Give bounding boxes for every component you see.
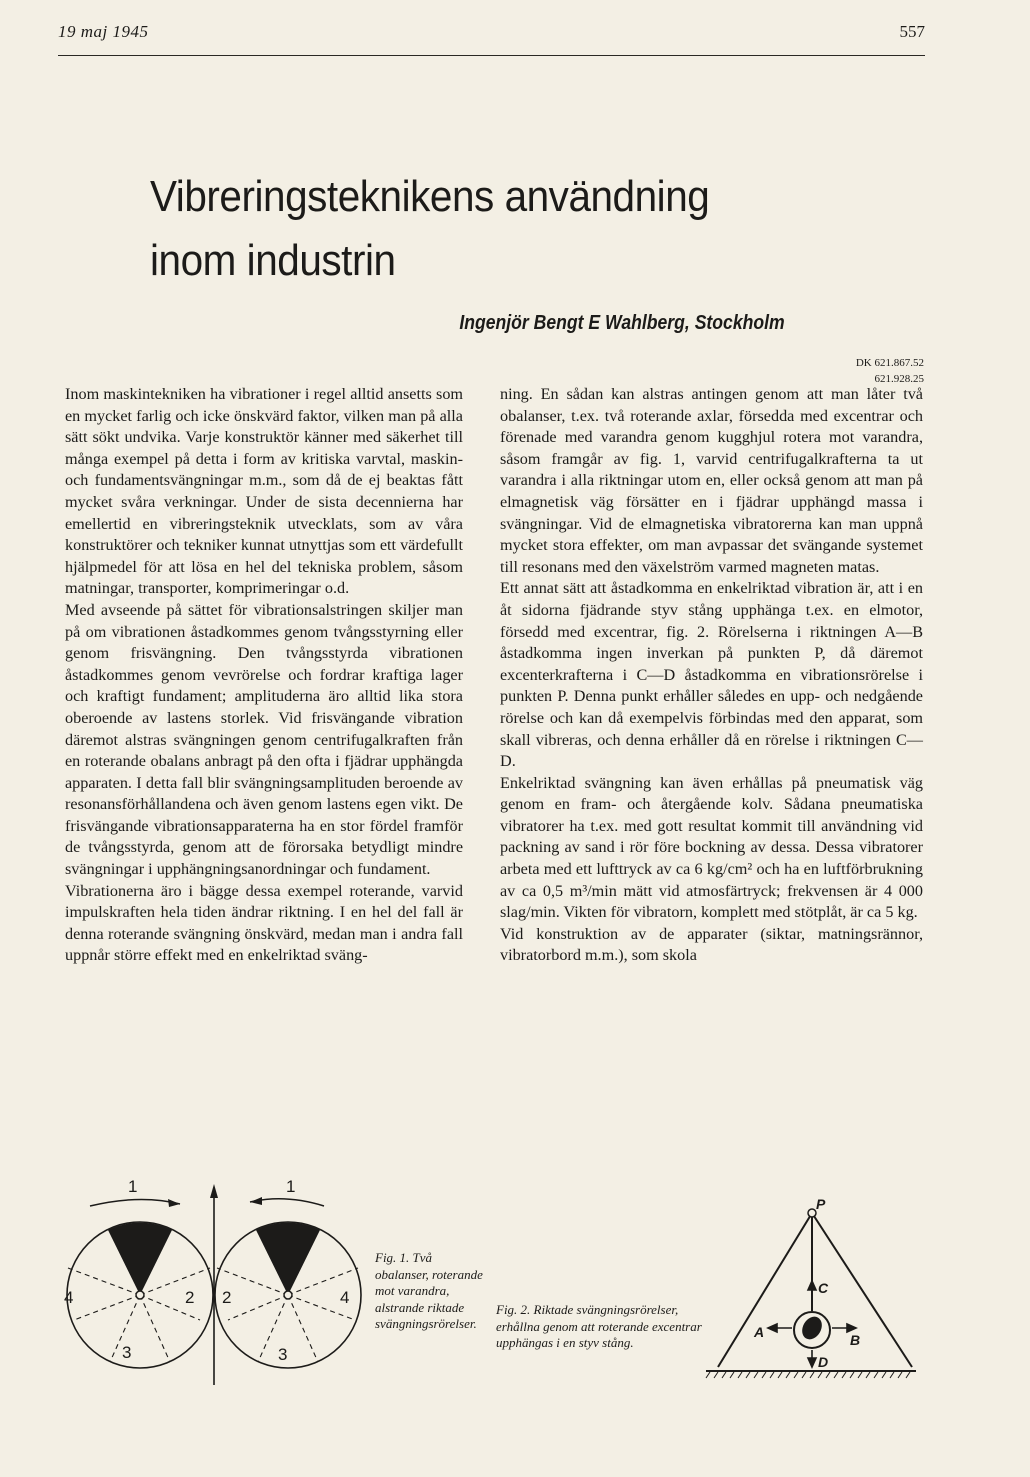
right-unbalance-sector [256, 1223, 320, 1295]
arrow-a-head [768, 1324, 777, 1332]
label-1-left: 1 [128, 1177, 138, 1196]
label-c: C [818, 1280, 829, 1296]
left-column [65, 384, 463, 967]
pivot-point-p [808, 1209, 816, 1217]
arrow-b-head [847, 1324, 856, 1332]
right-hub [284, 1291, 292, 1299]
paragraph: Med avseende på sättet för vibrationsalstringen skiljer man på om vibrationen åstadkommes genom tvångsstyrning eller genom frisvängning. Den tvångsstyrda vibrationen åstadkommes genom vevrörelse och fordrar kraftiga lager och kraftigt fundament; amplituderna äro alltid lika stora oberoende av lastens storlek. Vid frisvängande vibration däremot alstras svängningen genom centrifugalkraften från en roterande obalans anbragt på den ofta i fjädrar upphängda apparaten. I detta fall blir svängningsamplituden beroende av resonansförhållandena och även genom lastens egen vikt. De frisvängande vibrationsapparaterna ha en stor fördel framför de tvångsstyrda, genom att de förorsaka betydligt mindre svängningar i upphängningsanordningar och fundament. [65, 600, 463, 879]
label-d: D [818, 1354, 829, 1370]
issue-date: 19 maj 1945 [58, 22, 149, 41]
dk-line-2: 621.928.25 [874, 373, 924, 385]
paragraph: Enkelriktad svängning kan även erhållas på pneumatisk väg genom en fram- och återgående kolv. Sådana pneumatiska vibratorer ha t.ex. med gott resultat kommit till användning vid packning av sand i rör före bockning av dessa. Dessa vibratorer arbeta med ett lufttryck av ca 6 kg/cm² och ha en luftförbrukning av ca 0,5 m³/min mätt vid atmosfärtryck; frekvensen är 4 000 slag/min. Vikten för vibratorn, komplett med stötplåt, är ca 5 kg. [500, 773, 923, 922]
right-column [500, 384, 923, 967]
label-4-right: 4 [340, 1288, 350, 1307]
paragraph: ning. En sådan kan alstras antingen genom att man låter två obalanser, t.ex. två roterande axlar, försedda med excentrar och förenade med varandra genom kugghjul rotera mot varandra, såsom framgår av fig. 1, varvid centrifugalkrafterna ta ut varandra i alla riktningar utom en, eller också genom att man på elmagnetisk väg försätter en i fjädrar upphängd massa i svängningar. Vid de elmagnetiska vibratorerna kan man uppnå mycket stora effekter, om man avpassar det svängande systemet till resonans med den växelström varmed magneten matas. [500, 385, 923, 576]
figure-1-diagram [50, 1170, 380, 1390]
label-3-right: 3 [278, 1345, 288, 1364]
vertical-arrow-head [210, 1184, 218, 1198]
label-1-right: 1 [286, 1177, 296, 1196]
left-unbalance-sector [108, 1223, 172, 1295]
eccentric-mass [798, 1313, 826, 1343]
paragraph: Vibrationerna äro i bägge dessa exempel roterande, varvid impulskraften hela tiden ändrar riktning. I en hel del fall är denna roterande svängning önskvärd, medan man i andra fall uppnår större effekt med en enkelriktad sväng- [65, 881, 463, 965]
frame-left-leg [718, 1213, 812, 1367]
dk-classification [856, 355, 924, 387]
paragraph: Vid konstruktion av de apparater (siktar, matningsrännor, vibratorbord m.m.), som skola [500, 924, 923, 965]
paragraph: Ett annat sätt att åstadkomma en enkelriktad vibration är, att i en åt sidorna fjädrande styv stång upphänga t.ex. en elmotor, försedd med excentrar, fig. 2. Rörelserna i riktningen A—B åstadkomma ingen inverkan på punkten P, då däremot excenterkrafterna i C—D åstadkomma en vibrationsrörelse i punkten P. Denna punkt erhåller således en upp- och nedgående rörelse och kan då exempelvis förbindas med den apparat, som skall vibreras, och denna erhåller då en rörelse i riktningen C—D. [500, 579, 923, 771]
label-2-right: 2 [222, 1288, 232, 1307]
label-p: P [816, 1196, 826, 1212]
title-line-2: inom industrin [150, 236, 396, 285]
paragraph: Inom maskintekniken ha vibrationer i regel alltid ansetts som en mycket farlig och icke önskvärd faktor, vilken man på alla sätt sökt undvika. Varje konstruktör känner med säkerhet till många exempel på detta i form av kritiska varvtal, maskin- och fundamentsvängningar m.m., som då de ej beaktas fått mycket svåra verkningar. Under de sista decennierna har emellertid en vibreringsteknik utvecklats, som av våra konstruktörer och tekniker kunnat utnyttjas som ett värdefullt hjälpmedel för att lösa en hel del tekniska problem, såsom matningar, transporter, komprimeringar o.d. [65, 385, 463, 598]
article-title [150, 165, 794, 293]
figure-1-caption: Fig. 1. Två obalanser, roterande mot varandra, alstrande riktade svängningsrörelser. [375, 1250, 483, 1331]
dk-line-1: DK 621.867.52 [855, 357, 924, 369]
left-rotation-arrow [90, 1199, 180, 1206]
figure-2-diagram [700, 1195, 920, 1390]
label-3-left: 3 [122, 1343, 132, 1362]
label-2-left: 2 [185, 1288, 195, 1307]
label-a: A [754, 1324, 765, 1340]
arrow-c-head [808, 1281, 816, 1290]
running-head [58, 22, 925, 46]
ground-hatching [706, 1372, 910, 1378]
author-byline: Ingenjör Bengt E Wahlberg, Stockholm [459, 312, 785, 334]
figure-2-caption: Fig. 2. Riktade svängningsrörelser, erhållna genom att roterande excentrar upphängas i en styv stång. [496, 1302, 702, 1350]
header-rule [58, 55, 925, 56]
label-b: B [850, 1332, 861, 1348]
arrow-d-head [808, 1358, 816, 1367]
page-number: 557 [899, 22, 925, 41]
label-4-left: 4 [64, 1288, 74, 1307]
left-hub [136, 1291, 144, 1299]
title-line-1: Vibreringsteknikens användning [150, 172, 710, 221]
